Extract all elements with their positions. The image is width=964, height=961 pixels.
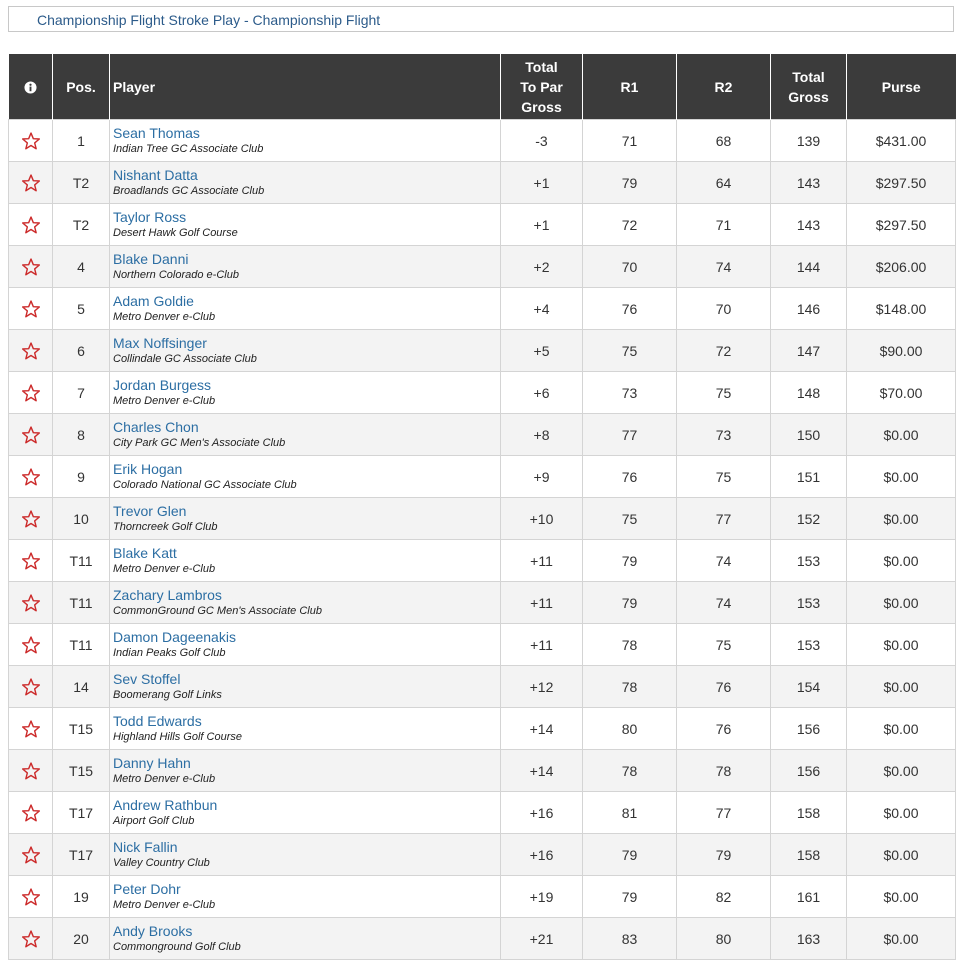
total-gross-cell: 148 xyxy=(771,372,847,414)
table-row[interactable] xyxy=(9,540,956,582)
favorite-cell[interactable] xyxy=(9,540,53,582)
player-club: Boomerang Golf Links xyxy=(113,688,222,701)
r2-cell: 80 xyxy=(677,918,771,960)
player-name-link[interactable]: Taylor Ross xyxy=(113,208,187,225)
player-name-link[interactable]: Adam Goldie xyxy=(113,292,194,309)
player-name-link[interactable]: Danny Hahn xyxy=(113,754,191,771)
total-gross-cell: 154 xyxy=(771,666,847,708)
r2-cell: 77 xyxy=(677,498,771,540)
favorite-cell[interactable] xyxy=(9,120,53,162)
column-header-total-to-par[interactable] xyxy=(501,54,583,120)
player-cell xyxy=(110,624,501,666)
purse-cell: $0.00 xyxy=(847,414,956,456)
pos-cell: T2 xyxy=(53,162,110,204)
r2-cell: 77 xyxy=(677,792,771,834)
pos-cell: T15 xyxy=(53,750,110,792)
column-header-total-to-par-line1: Total xyxy=(525,58,558,75)
to-par-cell: +16 xyxy=(501,792,583,834)
leaderboard-table xyxy=(8,54,956,960)
favorite-cell[interactable] xyxy=(9,162,53,204)
purse-cell: $297.50 xyxy=(847,204,956,246)
r1-cell: 73 xyxy=(583,372,677,414)
r1-cell: 78 xyxy=(583,624,677,666)
pos-cell: 6 xyxy=(53,330,110,372)
player-club: Desert Hawk Golf Course xyxy=(113,226,238,239)
player-cell xyxy=(110,288,501,330)
r2-cell: 74 xyxy=(677,246,771,288)
to-par-cell: +9 xyxy=(501,456,583,498)
player-club: City Park GC Men's Associate Club xyxy=(113,436,286,449)
purse-cell: $0.00 xyxy=(847,834,956,876)
player-club: Metro Denver e-Club xyxy=(113,898,216,911)
pos-cell: 14 xyxy=(53,666,110,708)
player-club: Valley Country Club xyxy=(113,856,210,869)
to-par-cell: +10 xyxy=(501,498,583,540)
player-club: Metro Denver e-Club xyxy=(113,562,216,575)
favorite-cell[interactable] xyxy=(9,624,53,666)
star-icon[interactable] xyxy=(21,593,41,613)
player-name-link[interactable]: Zachary Lambros xyxy=(113,586,222,603)
player-name-link[interactable]: Sean Thomas xyxy=(113,124,200,141)
column-header-player[interactable]: Player xyxy=(110,54,501,120)
player-club: Collindale GC Associate Club xyxy=(113,352,257,365)
player-name-link[interactable]: Jordan Burgess xyxy=(113,376,212,393)
total-gross-cell: 150 xyxy=(771,414,847,456)
player-club: Colorado National GC Associate Club xyxy=(113,478,297,491)
pos-cell: T2 xyxy=(53,204,110,246)
star-icon[interactable] xyxy=(21,257,41,277)
total-gross-cell: 153 xyxy=(771,582,847,624)
purse-cell: $0.00 xyxy=(847,624,956,666)
table-row[interactable] xyxy=(9,834,956,876)
header-row xyxy=(9,54,956,120)
table-row[interactable] xyxy=(9,120,956,162)
r1-cell: 79 xyxy=(583,876,677,918)
player-cell xyxy=(110,792,501,834)
table-row[interactable] xyxy=(9,666,956,708)
purse-cell: $0.00 xyxy=(847,750,956,792)
table-row[interactable] xyxy=(9,582,956,624)
purse-cell: $0.00 xyxy=(847,498,956,540)
column-header-r1[interactable]: R1 xyxy=(583,54,677,120)
player-cell xyxy=(110,456,501,498)
table-row[interactable] xyxy=(9,162,956,204)
r2-cell: 68 xyxy=(677,120,771,162)
player-name-link[interactable]: Damon Dageenakis xyxy=(113,628,236,645)
r2-cell: 64 xyxy=(677,162,771,204)
table-row[interactable] xyxy=(9,414,956,456)
r2-cell: 82 xyxy=(677,876,771,918)
leaderboard-body xyxy=(9,120,956,960)
favorite-cell[interactable] xyxy=(9,792,53,834)
r1-cell: 76 xyxy=(583,288,677,330)
player-club: Metro Denver e-Club xyxy=(113,772,216,785)
player-club: Metro Denver e-Club xyxy=(113,394,216,407)
to-par-cell: +1 xyxy=(501,162,583,204)
player-club: Airport Golf Club xyxy=(113,814,195,827)
info-icon[interactable] xyxy=(24,81,37,94)
player-name-link[interactable]: Trevor Glen xyxy=(113,502,187,519)
player-club: Indian Tree GC Associate Club xyxy=(113,142,264,155)
purse-cell: $148.00 xyxy=(847,288,956,330)
r2-cell: 76 xyxy=(677,666,771,708)
player-cell xyxy=(110,330,501,372)
favorite-cell[interactable] xyxy=(9,834,53,876)
r1-cell: 79 xyxy=(583,540,677,582)
column-header-total-gross[interactable] xyxy=(771,54,847,120)
favorite-cell[interactable] xyxy=(9,750,53,792)
r2-cell: 74 xyxy=(677,540,771,582)
player-cell xyxy=(110,666,501,708)
total-gross-cell: 163 xyxy=(771,918,847,960)
player-cell xyxy=(110,582,501,624)
column-header-info[interactable] xyxy=(9,54,53,120)
total-gross-cell: 143 xyxy=(771,204,847,246)
to-par-cell: +2 xyxy=(501,246,583,288)
player-cell xyxy=(110,498,501,540)
table-row[interactable] xyxy=(9,792,956,834)
player-club: Indian Peaks Golf Club xyxy=(113,646,226,659)
r2-cell: 79 xyxy=(677,834,771,876)
total-gross-cell: 158 xyxy=(771,792,847,834)
purse-cell: $431.00 xyxy=(847,120,956,162)
total-gross-cell: 146 xyxy=(771,288,847,330)
favorite-cell[interactable] xyxy=(9,414,53,456)
player-name-link[interactable]: Andrew Rathbun xyxy=(113,796,218,813)
r1-cell: 75 xyxy=(583,498,677,540)
total-gross-cell: 156 xyxy=(771,708,847,750)
table-row[interactable] xyxy=(9,246,956,288)
star-icon[interactable] xyxy=(21,551,41,571)
player-name-link[interactable]: Andy Brooks xyxy=(113,922,193,939)
table-row[interactable] xyxy=(9,708,956,750)
player-club: CommonGround GC Men's Associate Club xyxy=(113,604,322,617)
total-gross-cell: 152 xyxy=(771,498,847,540)
player-club: Northern Colorado e-Club xyxy=(113,268,239,281)
player-club: Highland Hills Golf Course xyxy=(113,730,242,743)
total-gross-cell: 153 xyxy=(771,624,847,666)
pos-cell: 10 xyxy=(53,498,110,540)
purse-cell: $0.00 xyxy=(847,456,956,498)
to-par-cell: +21 xyxy=(501,918,583,960)
player-name-link[interactable]: Max Noffsinger xyxy=(113,334,207,351)
favorite-cell[interactable] xyxy=(9,246,53,288)
r1-cell: 81 xyxy=(583,792,677,834)
total-gross-cell: 147 xyxy=(771,330,847,372)
star-icon[interactable] xyxy=(21,383,41,403)
total-gross-cell: 143 xyxy=(771,162,847,204)
player-name-link[interactable]: Sev Stoffel xyxy=(113,670,181,687)
column-header-pos[interactable]: Pos. xyxy=(53,54,110,120)
pos-cell: 4 xyxy=(53,246,110,288)
r2-cell: 70 xyxy=(677,288,771,330)
table-row[interactable] xyxy=(9,330,956,372)
player-name-link[interactable]: Blake Katt xyxy=(113,544,177,561)
pos-cell: T11 xyxy=(53,582,110,624)
pos-cell: T17 xyxy=(53,834,110,876)
column-header-purse[interactable]: Purse xyxy=(847,54,956,120)
star-icon[interactable] xyxy=(21,635,41,655)
to-par-cell: +12 xyxy=(501,666,583,708)
purse-cell: $0.00 xyxy=(847,666,956,708)
favorite-cell[interactable] xyxy=(9,372,53,414)
column-header-total-gross-line1: Total xyxy=(792,68,825,85)
player-cell xyxy=(110,162,501,204)
purse-cell: $90.00 xyxy=(847,330,956,372)
player-club: Broadlands GC Associate Club xyxy=(113,184,265,197)
star-icon[interactable] xyxy=(21,131,41,151)
star-icon[interactable] xyxy=(21,299,41,319)
purse-cell: $0.00 xyxy=(847,540,956,582)
player-cell xyxy=(110,708,501,750)
flight-selector[interactable] xyxy=(8,6,954,32)
total-gross-cell: 151 xyxy=(771,456,847,498)
player-cell xyxy=(110,246,501,288)
total-gross-cell: 156 xyxy=(771,750,847,792)
total-gross-cell: 153 xyxy=(771,540,847,582)
favorite-cell[interactable] xyxy=(9,582,53,624)
r1-cell: 77 xyxy=(583,414,677,456)
to-par-cell: +14 xyxy=(501,708,583,750)
favorite-cell[interactable] xyxy=(9,204,53,246)
table-row[interactable] xyxy=(9,288,956,330)
purse-cell: $0.00 xyxy=(847,792,956,834)
pos-cell: 8 xyxy=(53,414,110,456)
favorite-cell[interactable] xyxy=(9,498,53,540)
purse-cell: $206.00 xyxy=(847,246,956,288)
table-row[interactable] xyxy=(9,918,956,960)
r1-cell: 71 xyxy=(583,120,677,162)
table-row[interactable] xyxy=(9,204,956,246)
r1-cell: 79 xyxy=(583,162,677,204)
r1-cell: 83 xyxy=(583,918,677,960)
table-row[interactable] xyxy=(9,498,956,540)
table-row[interactable] xyxy=(9,372,956,414)
player-club: Commonground Golf Club xyxy=(113,940,241,953)
star-icon[interactable] xyxy=(21,803,41,823)
r2-cell: 75 xyxy=(677,624,771,666)
to-par-cell: +5 xyxy=(501,330,583,372)
pos-cell: 20 xyxy=(53,918,110,960)
to-par-cell: +1 xyxy=(501,204,583,246)
r1-cell: 72 xyxy=(583,204,677,246)
pos-cell: 9 xyxy=(53,456,110,498)
pos-cell: 7 xyxy=(53,372,110,414)
r2-cell: 73 xyxy=(677,414,771,456)
star-icon[interactable] xyxy=(21,719,41,739)
r1-cell: 79 xyxy=(583,582,677,624)
to-par-cell: +11 xyxy=(501,624,583,666)
table-row[interactable] xyxy=(9,456,956,498)
r2-cell: 75 xyxy=(677,456,771,498)
purse-cell: $70.00 xyxy=(847,372,956,414)
star-icon[interactable] xyxy=(21,929,41,949)
favorite-cell[interactable] xyxy=(9,708,53,750)
player-cell xyxy=(110,750,501,792)
r1-cell: 78 xyxy=(583,750,677,792)
purse-cell: $0.00 xyxy=(847,708,956,750)
player-cell xyxy=(110,834,501,876)
column-header-total-to-par-line2: To Par xyxy=(520,78,563,95)
star-icon[interactable] xyxy=(21,677,41,697)
favorite-cell[interactable] xyxy=(9,456,53,498)
star-icon[interactable] xyxy=(21,215,41,235)
player-name-link[interactable]: Blake Danni xyxy=(113,250,189,267)
to-par-cell: +11 xyxy=(501,540,583,582)
r2-cell: 78 xyxy=(677,750,771,792)
player-cell xyxy=(110,372,501,414)
star-icon[interactable] xyxy=(21,887,41,907)
pos-cell: 1 xyxy=(53,120,110,162)
player-cell xyxy=(110,414,501,456)
favorite-cell[interactable] xyxy=(9,330,53,372)
column-header-total-gross-line2: Gross xyxy=(788,88,829,105)
r1-cell: 75 xyxy=(583,330,677,372)
purse-cell: $297.50 xyxy=(847,162,956,204)
to-par-cell: +19 xyxy=(501,876,583,918)
r2-cell: 71 xyxy=(677,204,771,246)
star-icon[interactable] xyxy=(21,509,41,529)
flight-title: Championship Flight Stroke Play - Championship Flight xyxy=(37,12,381,28)
to-par-cell: +8 xyxy=(501,414,583,456)
r2-cell: 72 xyxy=(677,330,771,372)
star-icon[interactable] xyxy=(21,425,41,445)
player-cell xyxy=(110,204,501,246)
to-par-cell: +6 xyxy=(501,372,583,414)
player-cell xyxy=(110,540,501,582)
player-name-link[interactable]: Charles Chon xyxy=(113,418,199,435)
total-gross-cell: 144 xyxy=(771,246,847,288)
pos-cell: T11 xyxy=(53,540,110,582)
pos-cell: T15 xyxy=(53,708,110,750)
player-name-link[interactable]: Nick Fallin xyxy=(113,838,178,855)
r1-cell: 78 xyxy=(583,666,677,708)
purse-cell: $0.00 xyxy=(847,582,956,624)
table-row[interactable] xyxy=(9,624,956,666)
star-icon[interactable] xyxy=(21,845,41,865)
player-name-link[interactable]: Erik Hogan xyxy=(113,460,183,477)
r2-cell: 76 xyxy=(677,708,771,750)
pos-cell: T11 xyxy=(53,624,110,666)
to-par-cell: +16 xyxy=(501,834,583,876)
player-cell xyxy=(110,120,501,162)
pos-cell: 19 xyxy=(53,876,110,918)
player-name-link[interactable]: Nishant Datta xyxy=(113,166,198,183)
r1-cell: 76 xyxy=(583,456,677,498)
table-row[interactable] xyxy=(9,876,956,918)
to-par-cell: +11 xyxy=(501,582,583,624)
total-gross-cell: 161 xyxy=(771,876,847,918)
player-cell xyxy=(110,876,501,918)
favorite-cell[interactable] xyxy=(9,918,53,960)
purse-cell: $0.00 xyxy=(847,918,956,960)
to-par-cell: -3 xyxy=(501,120,583,162)
r2-cell: 75 xyxy=(677,372,771,414)
favorite-cell[interactable] xyxy=(9,876,53,918)
column-header-total-to-par-line3: Gross xyxy=(521,98,562,115)
pos-cell: 5 xyxy=(53,288,110,330)
star-icon[interactable] xyxy=(21,467,41,487)
pos-cell: T17 xyxy=(53,792,110,834)
player-name-link[interactable]: Todd Edwards xyxy=(113,712,202,729)
favorite-cell[interactable] xyxy=(9,288,53,330)
player-club: Thorncreek Golf Club xyxy=(113,520,218,533)
column-header-r2[interactable]: R2 xyxy=(677,54,771,120)
to-par-cell: +4 xyxy=(501,288,583,330)
player-cell xyxy=(110,918,501,960)
total-gross-cell: 158 xyxy=(771,834,847,876)
favorite-cell[interactable] xyxy=(9,666,53,708)
table-row[interactable] xyxy=(9,750,956,792)
r1-cell: 80 xyxy=(583,708,677,750)
purse-cell: $0.00 xyxy=(847,876,956,918)
total-gross-cell: 139 xyxy=(771,120,847,162)
r1-cell: 70 xyxy=(583,246,677,288)
r1-cell: 79 xyxy=(583,834,677,876)
star-icon[interactable] xyxy=(21,341,41,361)
star-icon[interactable] xyxy=(21,761,41,781)
player-name-link[interactable]: Peter Dohr xyxy=(113,880,181,897)
r2-cell: 74 xyxy=(677,582,771,624)
star-icon[interactable] xyxy=(21,173,41,193)
to-par-cell: +14 xyxy=(501,750,583,792)
player-club: Metro Denver e-Club xyxy=(113,310,216,323)
